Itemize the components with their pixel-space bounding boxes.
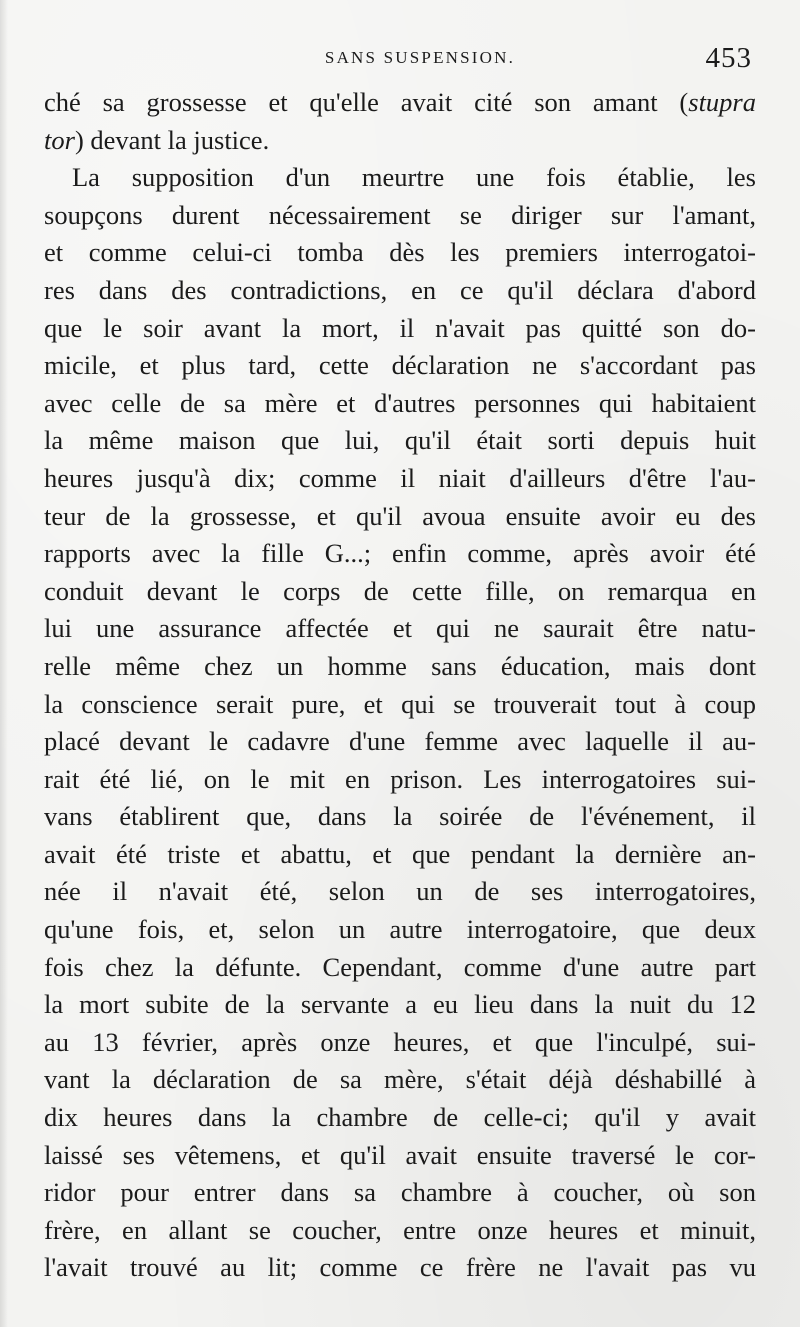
text-segment: dix heures dans la chambre de celle-ci; qu'il y avait [44, 1102, 756, 1133]
text-segment: ) devant la justice. [74, 124, 270, 155]
text-segment: au 13 février, après onze heures, et que l'inculpé, sui- [44, 1026, 756, 1057]
text-line [44, 498, 756, 536]
text-segment: la même maison que lui, qu'il était sorti depuis huit [44, 425, 756, 456]
text-line [44, 310, 756, 348]
text-line [44, 949, 756, 987]
text-segment: la mort subite de la servante a eu lieu dans la nuit du 12 [44, 989, 756, 1020]
text-segment: lui une assurance affectée et qui ne saurait être natu- [44, 613, 756, 644]
text-line [44, 761, 756, 799]
text-segment: fois chez la défunte. Cependant, comme d'une autre part [44, 951, 756, 982]
text-line [44, 272, 756, 310]
text-segment: vans établirent que, dans la soirée de l'événement, il [44, 801, 756, 832]
text-segment: et comme celui-ci tomba dès les premiers interrogatoi- [44, 237, 756, 268]
running-head [44, 32, 756, 84]
text-line [44, 1212, 756, 1250]
text-segment: res dans des contradictions, en ce qu'il déclara d'abord [44, 274, 756, 305]
text-segment: que le soir avant la mort, il n'avait pas quitté son do- [44, 312, 756, 343]
text-segment: soupçons durent nécessairement se diriger sur l'amant, [44, 199, 756, 230]
text-segment: l'avait trouvé au lit; comme ce frère ne l'avait pas vu [44, 1252, 756, 1283]
text-segment: placé devant le cadavre d'une femme avec laquelle il au- [44, 726, 756, 757]
italic-text-segment: stupra [688, 87, 756, 117]
text-segment: née il n'avait été, selon un de ses interrogatoires, [44, 876, 756, 907]
text-segment: teur de la grossesse, et qu'il avoua ensuite avoir eu des [44, 500, 756, 531]
text-line [44, 460, 756, 498]
text-line [44, 873, 756, 911]
body-text [44, 84, 756, 1287]
text-line [44, 1137, 756, 1175]
text-line [44, 1249, 756, 1287]
text-segment: laissé ses vêtemens, et qu'il avait ensuite traversé le cor- [44, 1139, 756, 1170]
text-line [44, 798, 756, 836]
text-line [44, 84, 756, 122]
text-segment: ridor pour entrer dans sa chambre à coucher, où son [44, 1177, 756, 1208]
text-line [44, 234, 756, 272]
text-segment: micile, et plus tard, cette déclaration ne s'accordant pas [44, 350, 756, 381]
text-line [44, 1061, 756, 1099]
text-segment: vant la déclaration de sa mère, s'était déjà déshabillé à [44, 1064, 756, 1095]
text-segment: avec celle de sa mère et d'autres personnes qui habitaient [44, 387, 756, 418]
text-line [44, 686, 756, 724]
text-line [44, 836, 756, 874]
text-segment: qu'une fois, et, selon un autre interrogatoire, que deux [44, 914, 756, 945]
text-line [44, 385, 756, 423]
text-line [44, 986, 756, 1024]
text-segment: La supposition d'un meurtre une fois établie, les [72, 162, 756, 193]
text-line [44, 422, 756, 460]
text-line [44, 197, 756, 235]
text-line [44, 573, 756, 611]
text-segment: la conscience serait pure, et qui se trouverait tout à coup [44, 688, 756, 719]
text-segment: ché sa grossesse et qu'elle avait cité son amant ( [44, 87, 689, 117]
text-segment: rait été lié, on le mit en prison. Les interrogatoires sui- [44, 763, 756, 794]
text-line [44, 610, 756, 648]
text-line [44, 347, 756, 385]
text-segment: heures jusqu'à dix; comme il niait d'ailleurs d'être l'au- [44, 462, 756, 493]
text-segment: avait été triste et abattu, et que pendant la dernière an- [44, 838, 756, 869]
text-segment: rapports avec la fille G...; enfin comme, après avoir été [44, 538, 756, 569]
text-line [44, 1099, 756, 1137]
page-number: 453 [705, 42, 752, 74]
text-line [44, 122, 756, 160]
running-head-title: SANS SUSPENSION. [324, 48, 516, 67]
text-line [44, 723, 756, 761]
text-line [44, 648, 756, 686]
text-segment: conduit devant le corps de cette fille, on remarqua en [44, 575, 756, 606]
text-segment: relle même chez un homme sans éducation, mais dont [44, 650, 756, 681]
text-line [44, 1024, 756, 1062]
page-edge-shadow [0, 0, 8, 1327]
text-line [44, 1174, 756, 1212]
text-line [44, 911, 756, 949]
text-line [44, 159, 756, 197]
italic-text-segment: tor [44, 124, 75, 155]
text-line [44, 535, 756, 573]
text-segment: frère, en allant se coucher, entre onze heures et minuit, [44, 1214, 756, 1245]
